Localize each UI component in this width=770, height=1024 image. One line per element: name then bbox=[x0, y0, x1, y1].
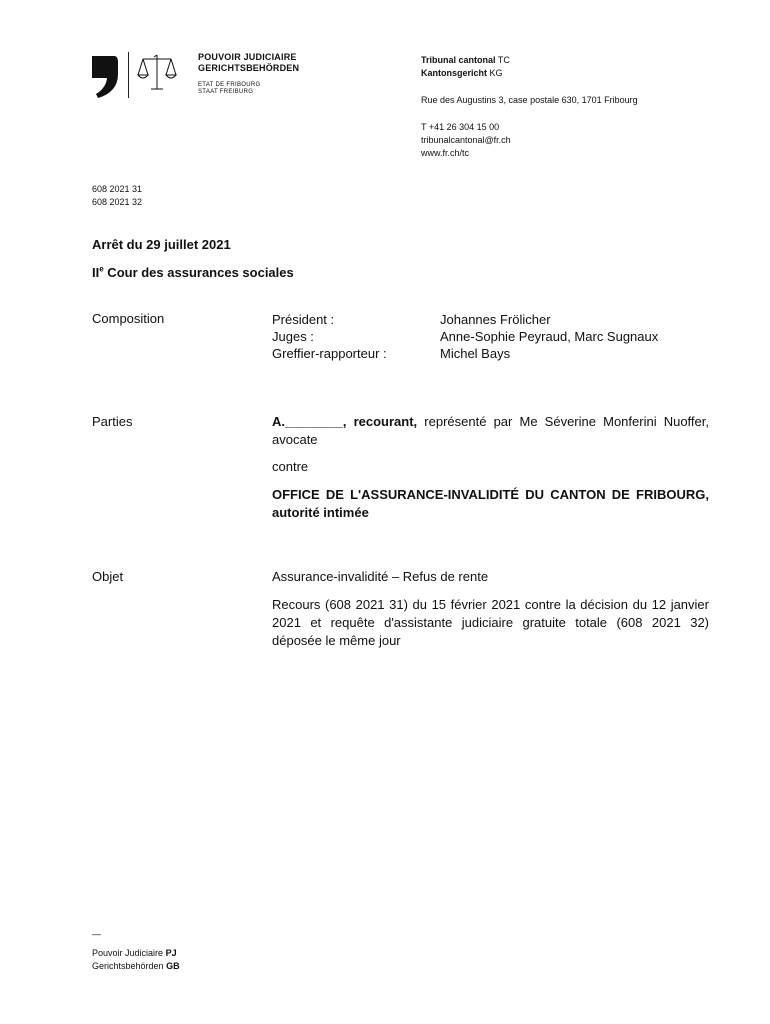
member-name: Johannes Frölicher bbox=[440, 312, 551, 327]
case-references bbox=[92, 183, 142, 209]
court-name-de-bold: Kantonsgericht bbox=[421, 68, 488, 78]
recourant-name: A.________, recourant, bbox=[272, 414, 418, 429]
org-subtitle bbox=[198, 82, 260, 96]
case-reference: 608 2021 31 bbox=[92, 184, 143, 194]
parties-label: Parties bbox=[92, 414, 133, 429]
chamber-name: Cour des assurances sociales bbox=[103, 265, 294, 280]
org-subtitle-line-2: STAAT FREIBURG bbox=[198, 89, 254, 95]
footer-line-1 bbox=[92, 947, 180, 960]
org-name bbox=[198, 52, 299, 74]
org-subtitle-line-1: ETAT DE FRIBOURG bbox=[198, 82, 261, 88]
intimee-name: OFFICE DE L'ASSURANCE-INVALIDITÉ DU CANTON DE FRIBOURG, autorité intimée bbox=[272, 487, 709, 520]
court-name-fr-bold: Tribunal cantonal bbox=[421, 55, 496, 65]
composition-names bbox=[440, 311, 658, 362]
court-abbr-fr: TC bbox=[497, 55, 510, 65]
court-name-block bbox=[421, 54, 510, 80]
composition-roles bbox=[272, 311, 387, 362]
decision-title: Arrêt du 29 juillet 2021 bbox=[92, 237, 231, 252]
court-website[interactable]: www.fr.ch/tc bbox=[421, 148, 470, 158]
member-name: Michel Bays bbox=[440, 346, 511, 361]
org-name-line-2: GERICHTSBEHÖRDEN bbox=[198, 63, 300, 73]
case-reference: 608 2021 32 bbox=[92, 197, 143, 207]
chamber-number: II bbox=[92, 265, 100, 280]
footer-line-2 bbox=[92, 960, 180, 973]
logo-divider bbox=[128, 52, 129, 98]
footer-line-1-text: Pouvoir Judiciaire bbox=[92, 948, 164, 958]
composition-label: Composition bbox=[92, 311, 165, 326]
footer-line-2-abbr: GB bbox=[166, 961, 180, 971]
footer-dash: — bbox=[92, 929, 101, 939]
footer-line-2-text: Gerichtsbehörden bbox=[92, 961, 164, 971]
chamber-ordinal: e bbox=[99, 264, 104, 274]
fribourg-comma-logo-icon bbox=[90, 52, 120, 100]
court-name-de bbox=[421, 67, 510, 80]
member-role: Président : bbox=[272, 312, 335, 327]
member-name: Anne-Sophie Peyraud, Marc Sugnaux bbox=[440, 329, 659, 344]
court-name-fr bbox=[421, 54, 510, 67]
footer bbox=[92, 947, 180, 973]
contre-text: contre bbox=[272, 459, 309, 474]
court-contact bbox=[421, 121, 511, 160]
court-address: Rue des Augustins 3, case postale 630, 1701 Fribourg bbox=[421, 95, 638, 105]
member-role: Juges : bbox=[272, 329, 314, 344]
org-name-line-1: POUVOIR JUDICIAIRE bbox=[198, 52, 297, 62]
objet-subject: Assurance-invalidité – Refus de rente bbox=[272, 569, 489, 584]
court-phone: T +41 26 304 15 00 bbox=[421, 122, 500, 132]
objet-label: Objet bbox=[92, 569, 124, 584]
court-email[interactable]: tribunalcantonal@fr.ch bbox=[421, 135, 511, 145]
party-recourant bbox=[272, 413, 709, 449]
scales-of-justice-icon bbox=[137, 53, 177, 93]
footer-line-1-abbr: PJ bbox=[165, 948, 177, 958]
objet-detail: Recours (608 2021 31) du 15 février 2021 contre la décision du 12 janvier 2021 et requête d'assistante judiciaire gratuite totale (608 2021 32) déposée le même jour bbox=[272, 597, 709, 648]
recourant-representation: représenté par Me Séverine Monferini Nuoffer, avocate bbox=[272, 414, 709, 447]
court-abbr-de: KG bbox=[489, 68, 503, 78]
party-intimee bbox=[272, 486, 709, 522]
court-chamber-title bbox=[92, 265, 294, 280]
member-role: Greffier-rapporteur : bbox=[272, 346, 387, 361]
